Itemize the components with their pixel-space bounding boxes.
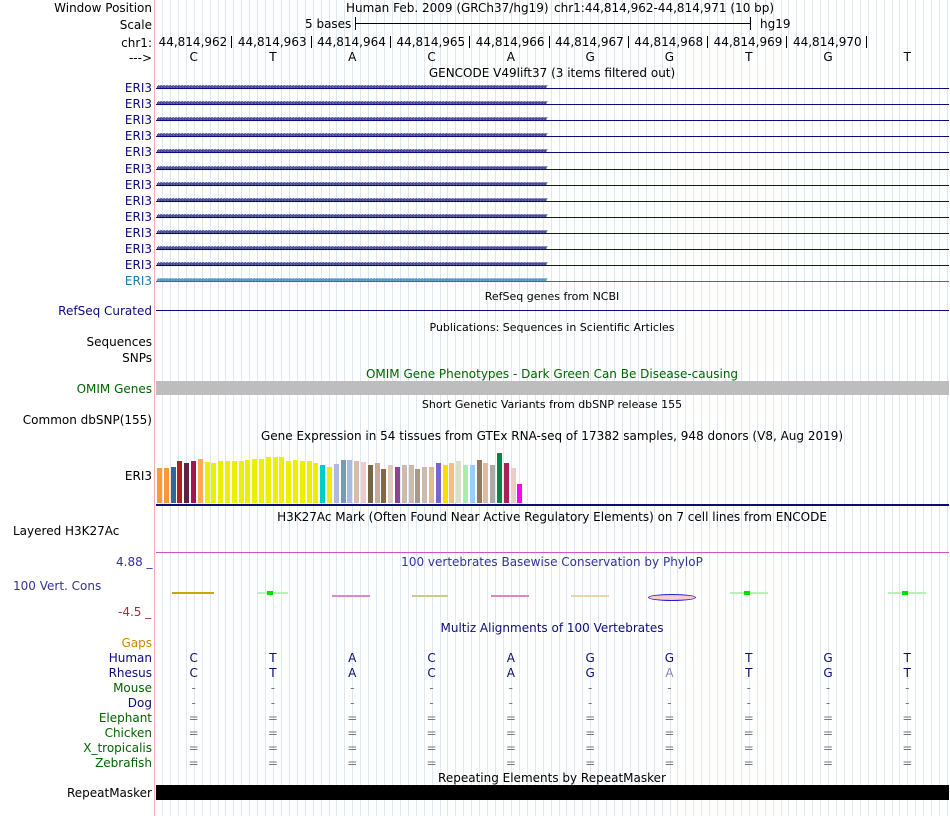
alignment-base: C — [427, 666, 436, 680]
coord-label: 44,814,969 — [713, 35, 783, 49]
gtex-tissue-bar[interactable] — [171, 467, 176, 503]
refseq-label[interactable]: RefSeq Curated — [58, 304, 152, 318]
gtex-tissue-bar[interactable] — [347, 460, 352, 503]
species-label[interactable]: Mouse — [113, 681, 152, 695]
alignment-base: = — [347, 726, 358, 740]
alignment-base: G — [585, 651, 595, 665]
dbsnp-track-title: Short Genetic Variants from dbSNP release 155 — [421, 398, 683, 411]
gtex-tissue-bar[interactable] — [273, 457, 278, 503]
coord-label: 44,814,970 — [792, 35, 862, 49]
gtex-tissue-bar[interactable] — [388, 465, 393, 503]
alignment-base: A — [506, 651, 515, 665]
gencode-strand-arrows: ‹‹‹‹‹‹‹‹‹‹‹‹‹‹‹‹‹‹‹‹‹‹‹‹‹‹‹‹‹‹‹‹‹‹‹‹‹‹‹‹‹‹‹‹‹‹‹‹‹‹‹‹‹‹‹‹‹‹‹‹‹‹‹‹‹‹‹‹‹‹‹‹‹‹‹‹‹‹‹‹‹‹‹‹‹‹‹‹‹‹‹‹‹‹‹‹‹‹‹‹‹‹‹‹‹‹‹‹‹‹‹‹‹‹‹‹‹‹‹‹‹‹‹‹‹‹‹‹‹‹‹‹‹‹‹‹‹‹‹‹‹‹‹‹‹‹‹‹‹‹‹‹‹‹‹‹‹‹‹‹‹‹‹‹‹‹‹‹‹‹‹‹‹‹‹‹‹‹‹‹‹‹‹‹‹‹‹‹‹‹‹‹‹‹‹‹‹‹‹‹‹‹‹‹‹‹‹‹‹‹‹‹‹‹‹‹‹‹‹‹‹‹‹‹‹‹‹‹‹‹‹‹‹‹‹‹‹‹‹‹‹‹‹‹‹‹‹‹‹‹‹‹‹‹‹‹‹‹‹‹ — [156, 260, 546, 271]
gencode-strand-arrows: ‹‹‹‹‹‹‹‹‹‹‹‹‹‹‹‹‹‹‹‹‹‹‹‹‹‹‹‹‹‹‹‹‹‹‹‹‹‹‹‹‹‹‹‹‹‹‹‹‹‹‹‹‹‹‹‹‹‹‹‹‹‹‹‹‹‹‹‹‹‹‹‹‹‹‹‹‹‹‹‹‹‹‹‹‹‹‹‹‹‹‹‹‹‹‹‹‹‹‹‹‹‹‹‹‹‹‹‹‹‹‹‹‹‹‹‹‹‹‹‹‹‹‹‹‹‹‹‹‹‹‹‹‹‹‹‹‹‹‹‹‹‹‹‹‹‹‹‹‹‹‹‹‹‹‹‹‹‹‹‹‹‹‹‹‹‹‹‹‹‹‹‹‹‹‹‹‹‹‹‹‹‹‹‹‹‹‹‹‹‹‹‹‹‹‹‹‹‹‹‹‹‹‹‹‹‹‹‹‹‹‹‹‹‹‹‹‹‹‹‹‹‹‹‹‹‹‹‹‹‹‹‹‹‹‹‹‹‹‹‹‹‹‹‹‹‹‹‹‹‹‹‹‹‹‹‹‹‹‹‹ — [156, 227, 546, 238]
phylop-mark — [571, 595, 609, 597]
gencode-strand-arrows: ‹‹‹‹‹‹‹‹‹‹‹‹‹‹‹‹‹‹‹‹‹‹‹‹‹‹‹‹‹‹‹‹‹‹‹‹‹‹‹‹‹‹‹‹‹‹‹‹‹‹‹‹‹‹‹‹‹‹‹‹‹‹‹‹‹‹‹‹‹‹‹‹‹‹‹‹‹‹‹‹‹‹‹‹‹‹‹‹‹‹‹‹‹‹‹‹‹‹‹‹‹‹‹‹‹‹‹‹‹‹‹‹‹‹‹‹‹‹‹‹‹‹‹‹‹‹‹‹‹‹‹‹‹‹‹‹‹‹‹‹‹‹‹‹‹‹‹‹‹‹‹‹‹‹‹‹‹‹‹‹‹‹‹‹‹‹‹‹‹‹‹‹‹‹‹‹‹‹‹‹‹‹‹‹‹‹‹‹‹‹‹‹‹‹‹‹‹‹‹‹‹‹‹‹‹‹‹‹‹‹‹‹‹‹‹‹‹‹‹‹‹‹‹‹‹‹‹‹‹‹‹‹‹‹‹‹‹‹‹‹‹‹‹‹‹‹‹‹‹‹‹‹‹‹‹‹‹‹‹‹ — [156, 131, 546, 142]
repeatmasker-track-title: Repeating Elements by RepeatMasker — [438, 771, 666, 785]
alignment-base: A — [506, 666, 515, 680]
refseq-gene-line[interactable] — [156, 310, 949, 311]
alignment-base: - — [350, 681, 355, 695]
phylop-mark — [258, 592, 288, 594]
gtex-tissue-bar[interactable] — [225, 461, 230, 503]
base-letter: C — [189, 50, 198, 64]
alignment-base: G — [823, 666, 833, 680]
alignment-base: G — [823, 651, 833, 665]
gtex-tissue-bar[interactable] — [483, 463, 488, 503]
gtex-tissue-bar[interactable] — [354, 461, 359, 503]
sequences-label[interactable]: Sequences — [86, 335, 152, 349]
omim-label[interactable]: OMIM Genes — [76, 382, 152, 396]
gtex-tissue-bar[interactable] — [307, 461, 312, 503]
position-text: chr1:44,814,962-44,814,971 (10 bp) — [554, 1, 775, 15]
gtex-tissue-bar[interactable] — [497, 453, 502, 503]
gtex-tissue-bar[interactable] — [184, 463, 189, 503]
alignment-base: = — [188, 711, 199, 725]
coord-label: 44,814,968 — [634, 35, 704, 49]
gencode-item-label[interactable]: ERI3 — [124, 113, 152, 128]
alignment-base: T — [269, 666, 277, 680]
alignment-base: = — [664, 726, 675, 740]
gencode-track-title: GENCODE V49lift37 (3 items filtered out) — [428, 66, 676, 80]
alignment-base: = — [823, 726, 834, 740]
coord-label: 44,814,967 — [555, 35, 624, 49]
alignment-base: T — [903, 666, 912, 680]
alignment-base: = — [664, 711, 675, 725]
alignment-base: - — [587, 681, 593, 695]
phylop-min-label: -4.5 _ — [118, 605, 152, 619]
gtex-tissue-bar[interactable] — [239, 461, 244, 503]
snps-label[interactable]: SNPs — [122, 351, 152, 365]
gtex-tissue-bar[interactable] — [415, 469, 420, 503]
base-letter: T — [745, 50, 753, 64]
coord-label: 44,814,965 — [396, 35, 466, 49]
alignment-base: = — [585, 741, 596, 755]
multiz-track-title: Multiz Alignments of 100 Vertebrates — [440, 621, 664, 635]
phylop-mark — [491, 595, 529, 597]
gtex-tissue-bar[interactable] — [259, 459, 264, 503]
alignment-base: - — [587, 696, 593, 710]
alignment-base: A — [348, 666, 357, 680]
scale-db: hg19 — [760, 17, 791, 31]
species-label[interactable]: Chicken — [104, 726, 152, 740]
gtex-tissue-bar[interactable] — [517, 484, 522, 503]
gtex-tissue-bar[interactable] — [402, 465, 407, 503]
gtex-tissue-bar[interactable] — [449, 463, 454, 503]
gtex-tissue-bar[interactable] — [252, 459, 257, 503]
alignment-base: = — [267, 711, 278, 725]
gtex-tissue-bar[interactable] — [164, 468, 169, 503]
gencode-item-label[interactable]: ERI3 — [124, 81, 152, 95]
phylop-mark — [744, 591, 750, 595]
alignment-base: = — [902, 741, 913, 755]
alignment-base: A — [665, 666, 674, 680]
alignment-base: - — [667, 681, 672, 695]
alignment-base: = — [267, 741, 278, 755]
gtex-tissue-bar[interactable] — [436, 463, 441, 503]
gencode-strand-arrows: ‹‹‹‹‹‹‹‹‹‹‹‹‹‹‹‹‹‹‹‹‹‹‹‹‹‹‹‹‹‹‹‹‹‹‹‹‹‹‹‹‹‹‹‹‹‹‹‹‹‹‹‹‹‹‹‹‹‹‹‹‹‹‹‹‹‹‹‹‹‹‹‹‹‹‹‹‹‹‹‹‹‹‹‹‹‹‹‹‹‹‹‹‹‹‹‹‹‹‹‹‹‹‹‹‹‹‹‹‹‹‹‹‹‹‹‹‹‹‹‹‹‹‹‹‹‹‹‹‹‹‹‹‹‹‹‹‹‹‹‹‹‹‹‹‹‹‹‹‹‹‹‹‹‹‹‹‹‹‹‹‹‹‹‹‹‹‹‹‹‹‹‹‹‹‹‹‹‹‹‹‹‹‹‹‹‹‹‹‹‹‹‹‹‹‹‹‹‹‹‹‹‹‹‹‹‹‹‹‹‹‹‹‹‹‹‹‹‹‹‹‹‹‹‹‹‹‹‹‹‹‹‹‹‹‹‹‹‹‹‹‹‹‹‹‹‹‹‹‹‹‹‹‹‹‹‹‹‹‹‹ — [156, 211, 546, 222]
alignment-base: - — [270, 696, 276, 710]
alignment-base: - — [746, 681, 751, 695]
alignment-base: = — [505, 726, 516, 740]
species-label[interactable]: Dog — [127, 696, 152, 710]
alignment-base: = — [267, 726, 278, 740]
gaps-label[interactable]: Gaps — [121, 636, 152, 650]
alignment-base: - — [825, 696, 831, 710]
base-letter: C — [427, 50, 436, 64]
chrom-label: chr1: — [121, 36, 152, 50]
alignment-base: C — [427, 651, 436, 665]
alignment-base: - — [429, 696, 434, 710]
h3k27-signal-line — [156, 552, 949, 553]
label-margin-divider — [154, 0, 155, 816]
scale-label: Scale — [119, 18, 152, 32]
alignment-base: C — [189, 666, 198, 680]
coord-label: 44,814,962 — [158, 35, 228, 49]
gtex-tissue-bar[interactable] — [327, 467, 332, 503]
gencode-item-label[interactable]: ERI3 — [124, 258, 152, 273]
alignment-base: = — [902, 756, 913, 770]
gtex-tissue-bar[interactable] — [205, 462, 210, 503]
gtex-tissue-bar[interactable] — [211, 463, 216, 503]
alignment-base: G — [585, 666, 595, 680]
gtex-tissue-bar[interactable] — [320, 465, 325, 503]
alignment-base: C — [189, 651, 198, 665]
scale-value: 5 bases — [305, 17, 352, 31]
alignment-base: T — [269, 651, 277, 665]
gtex-tissue-bar[interactable] — [245, 460, 250, 503]
base-letter: T — [903, 50, 912, 64]
gtex-tissue-bar[interactable] — [368, 465, 373, 503]
gtex-tissue-bar[interactable] — [504, 463, 509, 503]
coord-label: 44,814,964 — [317, 35, 386, 49]
coord-tick — [866, 36, 867, 48]
gtex-tissue-bar[interactable] — [490, 465, 495, 503]
scale-bar-right-tick — [750, 17, 751, 30]
omim-track-title: OMIM Gene Phenotypes - Dark Green Can Be Disease-causing — [365, 367, 739, 381]
alignment-base: = — [426, 726, 437, 740]
species-label[interactable]: Rhesus — [108, 666, 152, 680]
alignment-base: = — [505, 711, 516, 725]
alignment-base: = — [823, 741, 834, 755]
alignment-base: = — [585, 726, 596, 740]
alignment-base: = — [743, 726, 754, 740]
alignment-base: - — [350, 696, 355, 710]
alignment-base: = — [823, 756, 834, 770]
gencode-item-label[interactable]: ERI3 — [124, 161, 152, 176]
alignment-base: = — [743, 741, 754, 755]
phylop-mark — [332, 595, 370, 597]
scale-bar — [355, 23, 751, 24]
gencode-item-label[interactable]: ERI3 — [124, 193, 152, 208]
gencode-item-label[interactable]: ERI3 — [124, 242, 152, 256]
gtex-tissue-bar[interactable] — [218, 461, 223, 503]
alignment-base: - — [905, 696, 910, 710]
gtex-tissue-bar[interactable] — [429, 467, 434, 503]
gtex-tissue-bar[interactable] — [157, 468, 162, 503]
gtex-tissue-bar[interactable] — [232, 461, 237, 503]
base-letter: G — [823, 50, 833, 64]
alignment-base: = — [347, 741, 358, 755]
gtex-tissue-bar[interactable] — [313, 463, 318, 503]
gencode-item-label[interactable]: ERI3 — [124, 209, 152, 224]
dbsnp-label[interactable]: Common dbSNP(155) — [22, 413, 152, 427]
gtex-tissue-bar[interactable] — [286, 461, 291, 503]
gencode-strand-arrows: ‹‹‹‹‹‹‹‹‹‹‹‹‹‹‹‹‹‹‹‹‹‹‹‹‹‹‹‹‹‹‹‹‹‹‹‹‹‹‹‹‹‹‹‹‹‹‹‹‹‹‹‹‹‹‹‹‹‹‹‹‹‹‹‹‹‹‹‹‹‹‹‹‹‹‹‹‹‹‹‹‹‹‹‹‹‹‹‹‹‹‹‹‹‹‹‹‹‹‹‹‹‹‹‹‹‹‹‹‹‹‹‹‹‹‹‹‹‹‹‹‹‹‹‹‹‹‹‹‹‹‹‹‹‹‹‹‹‹‹‹‹‹‹‹‹‹‹‹‹‹‹‹‹‹‹‹‹‹‹‹‹‹‹‹‹‹‹‹‹‹‹‹‹‹‹‹‹‹‹‹‹‹‹‹‹‹‹‹‹‹‹‹‹‹‹‹‹‹‹‹‹‹‹‹‹‹‹‹‹‹‹‹‹‹‹‹‹‹‹‹‹‹‹‹‹‹‹‹‹‹‹‹‹‹‹‹‹‹‹‹‹‹‹‹‹‹‹‹‹‹‹‹‹‹‹‹‹‹‹‹ — [156, 179, 546, 190]
alignment-base: = — [743, 756, 754, 770]
gtex-tissue-bar[interactable] — [511, 468, 516, 503]
gencode-strand-arrows: ‹‹‹‹‹‹‹‹‹‹‹‹‹‹‹‹‹‹‹‹‹‹‹‹‹‹‹‹‹‹‹‹‹‹‹‹‹‹‹‹‹‹‹‹‹‹‹‹‹‹‹‹‹‹‹‹‹‹‹‹‹‹‹‹‹‹‹‹‹‹‹‹‹‹‹‹‹‹‹‹‹‹‹‹‹‹‹‹‹‹‹‹‹‹‹‹‹‹‹‹‹‹‹‹‹‹‹‹‹‹‹‹‹‹‹‹‹‹‹‹‹‹‹‹‹‹‹‹‹‹‹‹‹‹‹‹‹‹‹‹‹‹‹‹‹‹‹‹‹‹‹‹‹‹‹‹‹‹‹‹‹‹‹‹‹‹‹‹‹‹‹‹‹‹‹‹‹‹‹‹‹‹‹‹‹‹‹‹‹‹‹‹‹‹‹‹‹‹‹‹‹‹‹‹‹‹‹‹‹‹‹‹‹‹‹‹‹‹‹‹‹‹‹‹‹‹‹‹‹‹‹‹‹‹‹‹‹‹‹‹‹‹‹‹‹‹‹‹‹‹‹‹‹‹‹‹‹‹‹‹ — [156, 276, 546, 287]
gtex-tissue-bar[interactable] — [375, 463, 380, 503]
species-label[interactable]: X_tropicalis — [83, 741, 152, 755]
species-label[interactable]: Zebrafish — [95, 756, 152, 770]
strand-label: ---> — [128, 51, 152, 65]
gencode-strand-arrows: ‹‹‹‹‹‹‹‹‹‹‹‹‹‹‹‹‹‹‹‹‹‹‹‹‹‹‹‹‹‹‹‹‹‹‹‹‹‹‹‹‹‹‹‹‹‹‹‹‹‹‹‹‹‹‹‹‹‹‹‹‹‹‹‹‹‹‹‹‹‹‹‹‹‹‹‹‹‹‹‹‹‹‹‹‹‹‹‹‹‹‹‹‹‹‹‹‹‹‹‹‹‹‹‹‹‹‹‹‹‹‹‹‹‹‹‹‹‹‹‹‹‹‹‹‹‹‹‹‹‹‹‹‹‹‹‹‹‹‹‹‹‹‹‹‹‹‹‹‹‹‹‹‹‹‹‹‹‹‹‹‹‹‹‹‹‹‹‹‹‹‹‹‹‹‹‹‹‹‹‹‹‹‹‹‹‹‹‹‹‹‹‹‹‹‹‹‹‹‹‹‹‹‹‹‹‹‹‹‹‹‹‹‹‹‹‹‹‹‹‹‹‹‹‹‹‹‹‹‹‹‹‹‹‹‹‹‹‹‹‹‹‹‹‹‹‹‹‹‹‹‹‹‹‹‹‹‹‹‹‹ — [156, 99, 546, 110]
gtex-tissue-bar[interactable] — [341, 460, 346, 503]
gtex-tissue-bar[interactable] — [456, 461, 461, 503]
gtex-tissue-bar[interactable] — [361, 462, 366, 503]
publications-track-title: Publications: Sequences in Scientific Articles — [429, 321, 675, 334]
gtex-tissue-bar[interactable] — [198, 459, 203, 503]
alignment-base: = — [664, 741, 675, 755]
alignment-base: = — [902, 726, 913, 740]
alignment-base: - — [191, 696, 196, 710]
species-label[interactable]: Elephant — [98, 711, 152, 725]
h3k27-label[interactable]: Layered H3K27Ac — [13, 524, 120, 538]
coord-label: 44,814,966 — [475, 35, 545, 49]
repeatmasker-label[interactable]: RepeatMasker — [66, 786, 152, 800]
gtex-tissue-bar[interactable] — [422, 467, 427, 503]
alignment-base: = — [664, 756, 675, 770]
alignment-base: = — [188, 756, 199, 770]
phylop-max-label: 4.88 _ — [116, 555, 153, 569]
alignment-base: = — [902, 711, 913, 725]
alignment-base: = — [426, 711, 437, 725]
gtex-tissue-bar[interactable] — [477, 460, 482, 503]
base-letter: G — [585, 50, 595, 64]
base-letter: A — [506, 50, 515, 64]
alignment-base: G — [664, 651, 675, 665]
alignment-base: = — [505, 756, 516, 770]
alignment-base: T — [745, 651, 753, 665]
alignment-base: = — [267, 756, 278, 770]
gtex-tissue-bar[interactable] — [300, 461, 305, 503]
gtex-tissue-bar[interactable] — [177, 461, 182, 503]
omim-gene-bar[interactable] — [156, 381, 949, 395]
alignment-base: - — [191, 681, 196, 695]
base-letter: A — [348, 50, 357, 64]
phylop-mark — [902, 591, 908, 595]
alignment-base: - — [825, 681, 831, 695]
phylop-track-title: 100 vertebrates Basewise Conservation by PhyloP — [401, 555, 703, 569]
alignment-base: = — [743, 711, 754, 725]
gtex-tissue-bar[interactable] — [463, 465, 468, 503]
alignment-base: = — [823, 711, 834, 725]
alignment-base: - — [667, 696, 672, 710]
gtex-tissue-bar[interactable] — [443, 465, 448, 503]
gencode-strand-arrows: ‹‹‹‹‹‹‹‹‹‹‹‹‹‹‹‹‹‹‹‹‹‹‹‹‹‹‹‹‹‹‹‹‹‹‹‹‹‹‹‹‹‹‹‹‹‹‹‹‹‹‹‹‹‹‹‹‹‹‹‹‹‹‹‹‹‹‹‹‹‹‹‹‹‹‹‹‹‹‹‹‹‹‹‹‹‹‹‹‹‹‹‹‹‹‹‹‹‹‹‹‹‹‹‹‹‹‹‹‹‹‹‹‹‹‹‹‹‹‹‹‹‹‹‹‹‹‹‹‹‹‹‹‹‹‹‹‹‹‹‹‹‹‹‹‹‹‹‹‹‹‹‹‹‹‹‹‹‹‹‹‹‹‹‹‹‹‹‹‹‹‹‹‹‹‹‹‹‹‹‹‹‹‹‹‹‹‹‹‹‹‹‹‹‹‹‹‹‹‹‹‹‹‹‹‹‹‹‹‹‹‹‹‹‹‹‹‹‹‹‹‹‹‹‹‹‹‹‹‹‹‹‹‹‹‹‹‹‹‹‹‹‹‹‹‹‹‹‹‹‹‹‹‹‹‹‹‹‹‹‹ — [156, 147, 546, 158]
gtex-label[interactable]: ERI3 — [124, 469, 152, 483]
gtex-tissue-bar[interactable] — [279, 457, 284, 503]
alignment-base: = — [347, 711, 358, 725]
alignment-base: T — [745, 666, 753, 680]
alignment-base: - — [508, 681, 514, 695]
phylop-mark — [412, 595, 448, 597]
gencode-strand-arrows: ‹‹‹‹‹‹‹‹‹‹‹‹‹‹‹‹‹‹‹‹‹‹‹‹‹‹‹‹‹‹‹‹‹‹‹‹‹‹‹‹‹‹‹‹‹‹‹‹‹‹‹‹‹‹‹‹‹‹‹‹‹‹‹‹‹‹‹‹‹‹‹‹‹‹‹‹‹‹‹‹‹‹‹‹‹‹‹‹‹‹‹‹‹‹‹‹‹‹‹‹‹‹‹‹‹‹‹‹‹‹‹‹‹‹‹‹‹‹‹‹‹‹‹‹‹‹‹‹‹‹‹‹‹‹‹‹‹‹‹‹‹‹‹‹‹‹‹‹‹‹‹‹‹‹‹‹‹‹‹‹‹‹‹‹‹‹‹‹‹‹‹‹‹‹‹‹‹‹‹‹‹‹‹‹‹‹‹‹‹‹‹‹‹‹‹‹‹‹‹‹‹‹‹‹‹‹‹‹‹‹‹‹‹‹‹‹‹‹‹‹‹‹‹‹‹‹‹‹‹‹‹‹‹‹‹‹‹‹‹‹‹‹‹‹‹‹‹‹‹‹‹‹‹‹‹‹‹‹‹‹ — [156, 83, 546, 93]
alignment-base: = — [188, 726, 199, 740]
alignment-base: A — [348, 651, 357, 665]
alignment-base: = — [188, 741, 199, 755]
gencode-strand-arrows: ‹‹‹‹‹‹‹‹‹‹‹‹‹‹‹‹‹‹‹‹‹‹‹‹‹‹‹‹‹‹‹‹‹‹‹‹‹‹‹‹‹‹‹‹‹‹‹‹‹‹‹‹‹‹‹‹‹‹‹‹‹‹‹‹‹‹‹‹‹‹‹‹‹‹‹‹‹‹‹‹‹‹‹‹‹‹‹‹‹‹‹‹‹‹‹‹‹‹‹‹‹‹‹‹‹‹‹‹‹‹‹‹‹‹‹‹‹‹‹‹‹‹‹‹‹‹‹‹‹‹‹‹‹‹‹‹‹‹‹‹‹‹‹‹‹‹‹‹‹‹‹‹‹‹‹‹‹‹‹‹‹‹‹‹‹‹‹‹‹‹‹‹‹‹‹‹‹‹‹‹‹‹‹‹‹‹‹‹‹‹‹‹‹‹‹‹‹‹‹‹‹‹‹‹‹‹‹‹‹‹‹‹‹‹‹‹‹‹‹‹‹‹‹‹‹‹‹‹‹‹‹‹‹‹‹‹‹‹‹‹‹‹‹‹‹‹‹‹‹‹‹‹‹‹‹‹‹‹‹‹ — [156, 195, 546, 206]
alignment-base: = — [347, 756, 358, 770]
alignment-base: = — [505, 741, 516, 755]
gtex-tissue-bar[interactable] — [293, 460, 298, 503]
gtex-tissue-bar[interactable] — [409, 465, 414, 503]
alignment-base: T — [903, 651, 912, 665]
alignment-base: - — [270, 681, 276, 695]
gtex-tissue-bar[interactable] — [266, 457, 271, 503]
alignment-base: - — [508, 696, 514, 710]
phylop-label[interactable]: 100 Vert. Cons — [13, 579, 102, 593]
gtex-tissue-bar[interactable] — [395, 467, 400, 503]
window-position-label: Window Position — [54, 1, 152, 15]
gencode-item-label[interactable]: ERI3 — [124, 97, 152, 112]
alignment-base: - — [905, 681, 910, 695]
gencode-item-label[interactable]: ERI3 — [124, 129, 152, 144]
repeatmasker-block[interactable] — [156, 785, 949, 800]
gencode-item-label[interactable]: ERI3 — [124, 177, 152, 192]
alignment-base: = — [585, 756, 596, 770]
gtex-gene-line — [156, 504, 949, 506]
gencode-strand-arrows: ‹‹‹‹‹‹‹‹‹‹‹‹‹‹‹‹‹‹‹‹‹‹‹‹‹‹‹‹‹‹‹‹‹‹‹‹‹‹‹‹‹‹‹‹‹‹‹‹‹‹‹‹‹‹‹‹‹‹‹‹‹‹‹‹‹‹‹‹‹‹‹‹‹‹‹‹‹‹‹‹‹‹‹‹‹‹‹‹‹‹‹‹‹‹‹‹‹‹‹‹‹‹‹‹‹‹‹‹‹‹‹‹‹‹‹‹‹‹‹‹‹‹‹‹‹‹‹‹‹‹‹‹‹‹‹‹‹‹‹‹‹‹‹‹‹‹‹‹‹‹‹‹‹‹‹‹‹‹‹‹‹‹‹‹‹‹‹‹‹‹‹‹‹‹‹‹‹‹‹‹‹‹‹‹‹‹‹‹‹‹‹‹‹‹‹‹‹‹‹‹‹‹‹‹‹‹‹‹‹‹‹‹‹‹‹‹‹‹‹‹‹‹‹‹‹‹‹‹‹‹‹‹‹‹‹‹‹‹‹‹‹‹‹‹‹‹‹‹‹‹‹‹‹‹‹‹‹‹‹‹ — [156, 115, 546, 126]
gencode-item-label[interactable]: ERI3 — [124, 225, 152, 240]
species-label[interactable]: Human — [108, 651, 152, 665]
coord-label: 44,814,963 — [237, 35, 307, 49]
gtex-tissue-bar[interactable] — [381, 469, 386, 503]
phylop-mark — [172, 592, 214, 594]
gtex-tissue-bar[interactable] — [191, 461, 196, 503]
assembly-text: Human Feb. 2009 (GRCh37/hg19) — [346, 1, 549, 15]
alignment-base: - — [429, 681, 434, 695]
gtex-track-title: Gene Expression in 54 tissues from GTEx RNA-seq of 17382 samples, 948 donors (V8, Aug 2019) — [260, 429, 844, 443]
alignment-base: - — [746, 696, 751, 710]
base-letter: G — [664, 50, 675, 64]
gtex-tissue-bar[interactable] — [334, 464, 339, 503]
gencode-strand-arrows: ‹‹‹‹‹‹‹‹‹‹‹‹‹‹‹‹‹‹‹‹‹‹‹‹‹‹‹‹‹‹‹‹‹‹‹‹‹‹‹‹‹‹‹‹‹‹‹‹‹‹‹‹‹‹‹‹‹‹‹‹‹‹‹‹‹‹‹‹‹‹‹‹‹‹‹‹‹‹‹‹‹‹‹‹‹‹‹‹‹‹‹‹‹‹‹‹‹‹‹‹‹‹‹‹‹‹‹‹‹‹‹‹‹‹‹‹‹‹‹‹‹‹‹‹‹‹‹‹‹‹‹‹‹‹‹‹‹‹‹‹‹‹‹‹‹‹‹‹‹‹‹‹‹‹‹‹‹‹‹‹‹‹‹‹‹‹‹‹‹‹‹‹‹‹‹‹‹‹‹‹‹‹‹‹‹‹‹‹‹‹‹‹‹‹‹‹‹‹‹‹‹‹‹‹‹‹‹‹‹‹‹‹‹‹‹‹‹‹‹‹‹‹‹‹‹‹‹‹‹‹‹‹‹‹‹‹‹‹‹‹‹‹‹‹‹‹‹‹‹‹‹‹‹‹‹‹‹‹‹‹ — [156, 244, 546, 254]
alignment-base: = — [585, 711, 596, 725]
gencode-item-label[interactable]: ERI3 — [124, 145, 152, 160]
alignment-base: = — [426, 756, 437, 770]
phylop-mark — [648, 594, 696, 601]
base-letter: T — [269, 50, 277, 64]
gtex-tissue-bar[interactable] — [470, 465, 475, 503]
gencode-strand-arrows: ‹‹‹‹‹‹‹‹‹‹‹‹‹‹‹‹‹‹‹‹‹‹‹‹‹‹‹‹‹‹‹‹‹‹‹‹‹‹‹‹‹‹‹‹‹‹‹‹‹‹‹‹‹‹‹‹‹‹‹‹‹‹‹‹‹‹‹‹‹‹‹‹‹‹‹‹‹‹‹‹‹‹‹‹‹‹‹‹‹‹‹‹‹‹‹‹‹‹‹‹‹‹‹‹‹‹‹‹‹‹‹‹‹‹‹‹‹‹‹‹‹‹‹‹‹‹‹‹‹‹‹‹‹‹‹‹‹‹‹‹‹‹‹‹‹‹‹‹‹‹‹‹‹‹‹‹‹‹‹‹‹‹‹‹‹‹‹‹‹‹‹‹‹‹‹‹‹‹‹‹‹‹‹‹‹‹‹‹‹‹‹‹‹‹‹‹‹‹‹‹‹‹‹‹‹‹‹‹‹‹‹‹‹‹‹‹‹‹‹‹‹‹‹‹‹‹‹‹‹‹‹‹‹‹‹‹‹‹‹‹‹‹‹‹‹‹‹‹‹‹‹‹‹‹‹‹‹‹‹‹ — [156, 163, 546, 174]
refseq-track-title: RefSeq genes from NCBI — [484, 290, 620, 303]
h3k27-track-title: H3K27Ac Mark (Often Found Near Active Regulatory Elements) on 7 cell lines from ENCODE — [277, 510, 827, 524]
gencode-item-label[interactable]: ERI3 — [124, 274, 152, 289]
alignment-base: = — [426, 741, 437, 755]
phylop-mark — [267, 591, 273, 595]
